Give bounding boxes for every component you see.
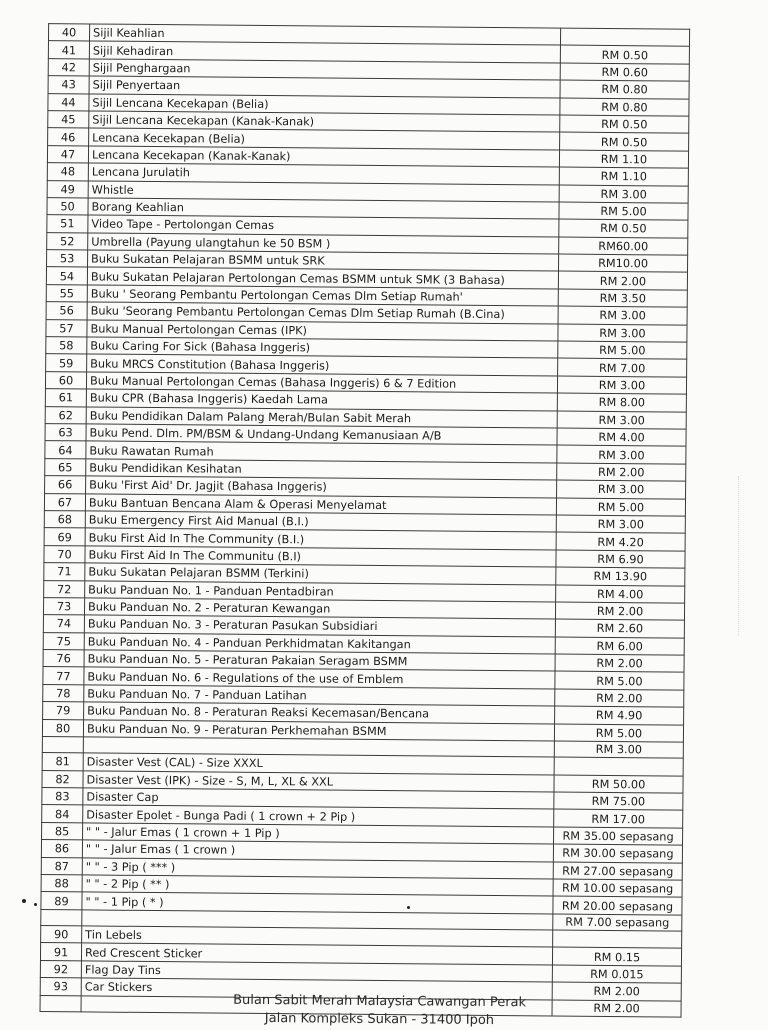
row-number: 93 — [40, 978, 81, 996]
item-price: RM 5.00 — [559, 202, 688, 221]
item-name: Sijil Keahlian — [89, 24, 560, 46]
item-price: RM 50.00 — [554, 775, 683, 794]
item-price: RM 0.015 — [552, 965, 681, 984]
price-list-table — [40, 23, 691, 1017]
item-price: RM 0.50 — [559, 219, 688, 238]
row-number: 85 — [42, 822, 83, 840]
item-name: " " - 3 Pip ( *** ) — [82, 857, 553, 879]
row-number: 82 — [42, 770, 83, 788]
row-number: 53 — [47, 250, 88, 268]
row-number: 71 — [44, 563, 85, 581]
row-number: 57 — [46, 319, 87, 337]
item-price: RM 2.00 — [557, 463, 686, 482]
item-price: RM 30.00 sepasang — [553, 844, 682, 863]
item-price: RM 1.10 — [559, 167, 688, 186]
row-number: 88 — [41, 875, 82, 893]
item-name: Buku Sukatan Pelajaran Pertolongan Cemas BSMM untuk SMK (3 Bahasa) — [87, 267, 558, 289]
item-name: Buku First Aid In The Community (B.I.) — [85, 528, 556, 550]
item-price: RM 0.80 — [560, 80, 689, 99]
scan-bleed-through — [738, 476, 749, 636]
row-number: 58 — [46, 337, 87, 355]
row-number: 65 — [45, 458, 86, 476]
item-name: Disaster Vest (CAL) - Size XXXL — [83, 753, 554, 775]
row-number: 87 — [41, 857, 82, 875]
item-price: RM 0.15 — [552, 947, 681, 966]
item-name: Buku Panduan No. 5 - Peraturan Pakaian Seragam BSMM — [84, 650, 555, 672]
price-list-body — [40, 24, 690, 1017]
row-number: 74 — [43, 615, 84, 633]
row-number: 84 — [42, 805, 83, 823]
row-number: 80 — [42, 719, 83, 737]
row-number: 60 — [45, 371, 86, 389]
row-number: 61 — [45, 389, 86, 407]
item-price: RM 2.00 — [555, 689, 684, 708]
item-price: RM 4.00 — [556, 585, 685, 604]
item-name: Buku Panduan No. 6 - Regulations of the use of Emblem — [84, 667, 555, 689]
item-name: Car Stickers — [81, 978, 552, 1000]
item-price: RM 6.90 — [556, 550, 685, 569]
row-number: 90 — [41, 925, 82, 943]
item-name: Buku Pend. Dlm. PM/BSM & Undang-Undang Kemanusiaan A/B — [86, 424, 557, 446]
item-price: RM 3.50 — [558, 289, 687, 308]
row-number: 42 — [48, 58, 89, 76]
item-price: RM 5.00 — [558, 341, 687, 360]
row-number: 66 — [45, 476, 86, 494]
item-name: Buku Sukatan Pelajaran BSMM (Terkini) — [85, 563, 556, 585]
row-number: 89 — [41, 892, 82, 910]
row-number: 49 — [47, 180, 88, 198]
row-number: 69 — [44, 528, 85, 546]
item-name: Buku Manual Pertolongan Cemas (Bahasa Inggeris) 6 & 7 Edition — [86, 372, 557, 394]
item-price: RM 13.90 — [556, 567, 685, 586]
item-name: Buku Pendidikan Dalam Palang Merah/Bulan Sabit Merah — [86, 407, 557, 429]
row-number: 51 — [47, 215, 88, 233]
row-number: 43 — [48, 76, 89, 94]
item-price: RM 4.00 — [557, 428, 686, 447]
row-number: 48 — [47, 163, 88, 181]
item-price: RM 6.00 — [555, 637, 684, 656]
item-name: " " - Jalur Emas ( 1 crown ) — [82, 840, 553, 862]
item-price: RM 8.00 — [557, 393, 686, 412]
item-price — [560, 28, 689, 47]
item-name: Disaster Vest (IPK) - Size - S, M, L, XL & XXL — [83, 771, 554, 793]
item-name: Flag Day Tins — [81, 961, 552, 983]
item-price: RM 3.00 — [558, 324, 687, 343]
item-name: Whistle — [88, 180, 559, 202]
item-price: RM 3.00 — [557, 445, 686, 464]
item-name: Sijil Kehadiran — [89, 41, 560, 63]
row-number: 64 — [45, 441, 86, 459]
item-price: RM 0.60 — [560, 63, 689, 82]
item-price: RM 20.00 sepasang — [553, 896, 682, 915]
item-name: Buku Emergency First Aid Manual (B.I.) — [85, 511, 556, 533]
item-name: Sijil Penyertaan — [89, 76, 560, 98]
item-name: Lencana Kecekapan (Belia) — [89, 128, 560, 150]
item-price: RM 3.00 — [554, 741, 683, 758]
item-name: Buku Panduan No. 9 - Peraturan Perkhemahan BSMM — [83, 720, 554, 742]
row-number: 68 — [44, 511, 85, 529]
item-price: RM60.00 — [559, 237, 688, 256]
item-price: RM 2.00 — [552, 1000, 681, 1017]
row-number: 56 — [46, 302, 87, 320]
item-name: Buku Panduan No. 3 - Peraturan Pasukan Subsidiari — [84, 615, 555, 637]
item-name: " " - Jalur Emas ( 1 crown + 1 Pip ) — [83, 823, 554, 845]
item-price: RM10.00 — [559, 254, 688, 273]
item-price — [553, 930, 682, 949]
item-name: Buku Panduan No. 7 - Panduan Latihan — [84, 685, 555, 707]
item-price: RM 75.00 — [554, 792, 683, 811]
item-name: Sijil Lencana Kecekapan (Kanak-Kanak) — [89, 111, 560, 133]
item-name: Red Crescent Sticker — [81, 943, 552, 965]
row-number: 83 — [42, 788, 83, 806]
item-price: RM 35.00 sepasang — [554, 827, 683, 846]
item-name: Buku First Aid In The Communitu (B.I) — [85, 546, 556, 568]
row-number: 73 — [43, 597, 84, 615]
item-price: RM 2.00 — [555, 602, 684, 621]
item-name: Buku Panduan No. 1 - Panduan Pentadbiran — [85, 580, 556, 602]
row-number: 67 — [44, 493, 85, 511]
item-name: Buku 'First Aid' Dr. Jagjit (Bahasa Inggeris) — [86, 476, 557, 498]
item-name: Buku MRCS Constitution (Bahasa Inggeris) — [87, 354, 558, 376]
item-name: Buku Rawatan Rumah — [86, 441, 557, 463]
row-number: 40 — [48, 24, 89, 42]
footer-address: Jalan Kompleks Sukan - 31400 Ipoh — [264, 1011, 495, 1029]
item-price: RM 27.00 sepasang — [553, 862, 682, 881]
item-price: RM 0.50 — [560, 45, 689, 64]
item-name: Buku Panduan No. 4 - Panduan Perkhidmatan Kakitangan — [84, 633, 555, 655]
item-price: RM 2.00 — [558, 272, 687, 291]
item-price: RM 2.00 — [555, 654, 684, 673]
row-number: 46 — [48, 128, 89, 146]
item-price: RM 7.00 — [558, 358, 687, 377]
footer-organization: Bulan Sabit Merah Malaysia Cawangan Perak — [233, 992, 527, 1011]
row-number: 91 — [40, 943, 81, 961]
item-name: Buku CPR (Bahasa Inggeris) Kaedah Lama — [86, 389, 557, 411]
item-name: Disaster Cap — [83, 788, 554, 810]
scan-speck — [22, 899, 26, 903]
row-number: 50 — [47, 197, 88, 215]
item-name: Buku Caring For Sick (Bahasa Inggeris) — [87, 337, 558, 359]
row-number: 63 — [45, 424, 86, 442]
row-number: 86 — [41, 840, 82, 858]
item-price: RM 0.80 — [560, 98, 689, 117]
item-price: RM 0.50 — [560, 115, 689, 134]
row-number: 55 — [46, 284, 87, 302]
item-name: Umbrella (Payung ulangtahun ke 50 BSM ) — [88, 233, 559, 255]
item-name: " " - 1 Pip ( * ) — [82, 892, 553, 914]
item-price: RM 3.00 — [559, 185, 688, 204]
item-name: Sijil Lencana Kecekapan (Belia) — [89, 94, 560, 116]
row-number: 59 — [46, 354, 87, 372]
row-number: 92 — [40, 960, 81, 978]
item-price: RM 2.00 — [552, 982, 681, 1001]
item-name: Sijil Penghargaan — [89, 59, 560, 81]
item-name: Lencana Kecekapan (Kanak-Kanak) — [88, 146, 559, 168]
item-price: RM 3.00 — [557, 480, 686, 499]
item-price: RM 10.00 sepasang — [553, 879, 682, 898]
row-number — [41, 909, 82, 926]
item-price: RM 5.00 — [554, 724, 683, 743]
item-name: Lencana Jurulatih — [88, 163, 559, 185]
item-price: RM 3.00 — [558, 306, 687, 325]
row-number: 78 — [43, 684, 84, 702]
item-price: RM 4.20 — [556, 532, 685, 551]
row-number: 81 — [42, 753, 83, 771]
row-number: 75 — [43, 632, 84, 650]
item-name: Borang Keahlian — [88, 198, 559, 220]
row-number: 79 — [43, 702, 84, 720]
item-price: RM 5.00 — [556, 498, 685, 517]
row-number: 47 — [47, 145, 88, 163]
item-price: RM 5.00 — [555, 671, 684, 690]
row-number — [42, 737, 83, 754]
row-number: 62 — [45, 406, 86, 424]
item-name: Buku Pendidikan Kesihatan — [86, 459, 557, 481]
row-number: 70 — [44, 545, 85, 563]
row-number: 77 — [43, 667, 84, 685]
item-price: RM 17.00 — [554, 809, 683, 828]
row-number: 54 — [46, 267, 87, 285]
item-name: Buku Panduan No. 8 - Peraturan Reaksi Kecemasan/Bencana — [84, 702, 555, 724]
item-name: Video Tape - Pertolongan Cemas — [88, 215, 559, 237]
item-name: Buku 'Seorang Pembantu Pertolongan Cemas Dlm Setiap Rumah (B.Cina) — [87, 302, 558, 324]
row-number: 72 — [44, 580, 85, 598]
item-price: RM 1.10 — [559, 150, 688, 169]
scan-speck — [34, 903, 37, 906]
item-name: Buku Bantuan Bencana Alam & Operasi Menyelamat — [85, 493, 556, 515]
row-number: 44 — [48, 93, 89, 111]
item-name: Buku ' Seorang Pembantu Pertolongan Cemas Dlm Setiap Rumah' — [87, 285, 558, 307]
item-name: Disaster Epolet - Bunga Padi ( 1 crown + 2 Pip ) — [83, 805, 554, 827]
item-price: RM 3.00 — [557, 376, 686, 395]
row-number: 52 — [47, 232, 88, 250]
scan-speck — [407, 906, 410, 909]
item-price: RM 3.00 — [557, 411, 686, 430]
item-name: Buku Manual Pertolongan Cemas (IPK) — [87, 320, 558, 342]
item-price: RM 4.90 — [555, 706, 684, 725]
item-price: RM 7.00 sepasang — [553, 914, 682, 931]
item-name: Buku Sukatan Pelajaran BSMM untuk SRK — [88, 250, 559, 272]
item-name: Tin Lebels — [82, 926, 553, 948]
item-name: Buku Panduan No. 2 - Peraturan Kewangan — [84, 598, 555, 620]
item-price: RM 2.60 — [555, 619, 684, 638]
item-price — [554, 757, 683, 776]
row-number: 41 — [48, 41, 89, 59]
item-name: " " - 2 Pip ( ** ) — [82, 875, 553, 897]
row-number: 76 — [43, 650, 84, 668]
row-number: 45 — [48, 111, 89, 129]
item-price: RM 0.50 — [560, 132, 689, 151]
item-price: RM 3.00 — [556, 515, 685, 534]
